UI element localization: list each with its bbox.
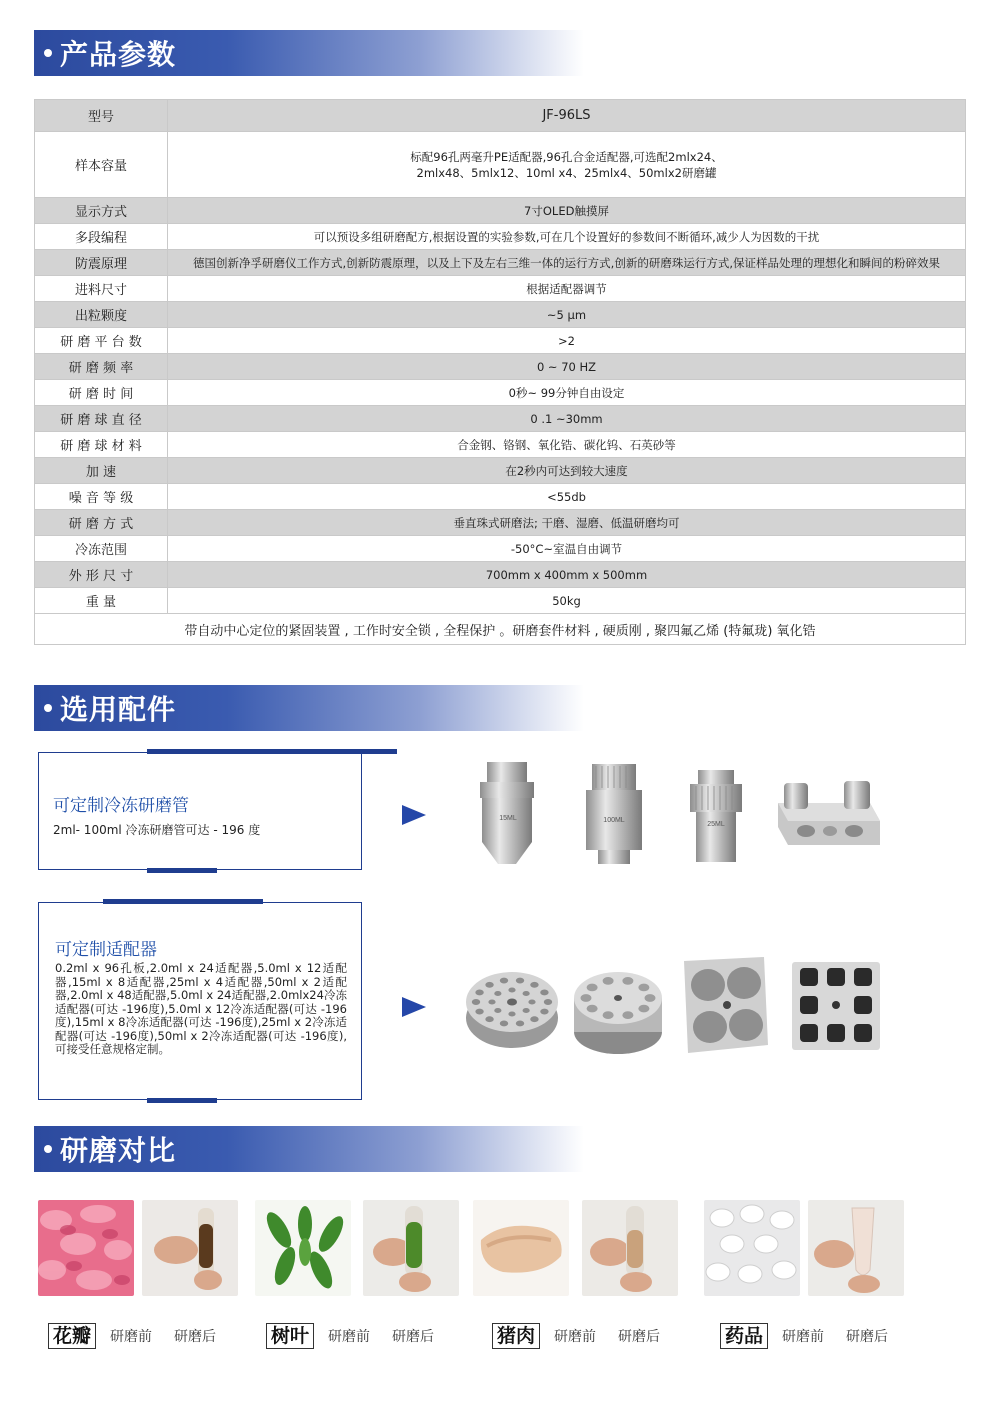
spec-value: 700mm x 400mm x 500mm [168, 562, 966, 588]
compare-label-medicine [720, 1323, 910, 1349]
product-tube-100ml [582, 762, 646, 866]
arrow-right-icon [402, 805, 426, 825]
spec-row [35, 302, 966, 328]
petal-after-image [142, 1200, 238, 1296]
medicine-after-image [808, 1200, 904, 1296]
arrow-right-icon [402, 997, 426, 1017]
spec-label: 型号 [35, 100, 168, 132]
spec-value: 标配96孔两毫升PE适配器,96孔合金适配器,可选配2mlx24、 2mlx48、5mlx12、10ml x4、25mlx4、50mlx2研磨罐 [168, 132, 966, 198]
spec-row [35, 562, 966, 588]
bullet-icon [44, 49, 52, 57]
spec-row [35, 198, 966, 224]
bullet-icon [44, 1145, 52, 1153]
spec-label: 外 形 尺 寸 [35, 562, 168, 588]
after-label: 研磨后 [392, 1329, 435, 1345]
spec-value: 合金钢、铬钢、氧化锆、碳化钨、石英砂等 [168, 432, 966, 458]
spec-row [35, 250, 966, 276]
pork-before-image [473, 1200, 569, 1296]
spec-label: 进料尺寸 [35, 276, 168, 302]
spec-label: 多段编程 [35, 224, 168, 250]
product-adapter-square-8 [790, 960, 882, 1052]
spec-row [35, 100, 966, 132]
spec-label: 冷冻范围 [35, 536, 168, 562]
compare-label-petal [48, 1323, 238, 1349]
product-adapter-round-flat [462, 960, 562, 1056]
spec-label: 研 磨 球 材 料 [35, 432, 168, 458]
compare-label-pork [492, 1323, 682, 1349]
spec-label: 样本容量 [35, 132, 168, 198]
spec-value: 7寸OLED触摸屏 [168, 198, 966, 224]
after-label: 研磨后 [618, 1329, 661, 1345]
spec-label: 研 磨 方 式 [35, 510, 168, 536]
card-description: 2ml- 100ml 冷冻研磨管可达 - 196 度 [53, 823, 261, 837]
spec-label: 防震原理 [35, 250, 168, 276]
card-title: 可定制适配器 [55, 940, 157, 960]
spec-row [35, 458, 966, 484]
sample-name: 树叶 [266, 1323, 314, 1349]
spec-row [35, 406, 966, 432]
spec-row [35, 380, 966, 406]
petal-before-image [38, 1200, 134, 1296]
sample-name: 花瓣 [48, 1323, 96, 1349]
spec-row [35, 484, 966, 510]
spec-value: 50kg [168, 588, 966, 614]
spec-value: 在2秒内可达到较大速度 [168, 458, 966, 484]
section-header-compare [34, 1126, 584, 1172]
spec-row [35, 132, 966, 198]
section-header-params [34, 30, 584, 76]
spec-label: 显示方式 [35, 198, 168, 224]
before-label: 研磨前 [782, 1329, 825, 1345]
spec-table [34, 99, 966, 645]
spec-row [35, 510, 966, 536]
spec-label: 研 磨 平 台 数 [35, 328, 168, 354]
spec-label: 研 磨 频 率 [35, 354, 168, 380]
spec-value: 0 .1 ~30mm [168, 406, 966, 432]
spec-value: 可以预设多组研磨配方,根据设置的实验参数,可在几个设置好的参数间不断循环,减少人为因数的干扰 [168, 224, 966, 250]
spec-row [35, 432, 966, 458]
spec-row [35, 354, 966, 380]
product-adapter-round-tall [568, 958, 668, 1058]
before-label: 研磨前 [554, 1329, 597, 1345]
spec-label: 加 速 [35, 458, 168, 484]
bullet-icon [44, 704, 52, 712]
product-adapter-square-4 [680, 955, 772, 1057]
leaf-before-image [255, 1200, 351, 1296]
accessory-card-adapters [38, 902, 362, 1100]
spec-row [35, 328, 966, 354]
spec-value: 0秒~ 99分钟自由设定 [168, 380, 966, 406]
section-title: 选用配件 [60, 693, 177, 726]
section-title: 产品参数 [60, 38, 177, 71]
section-title: 研磨对比 [60, 1134, 177, 1167]
spec-row [35, 588, 966, 614]
medicine-before-image [704, 1200, 800, 1296]
spec-value: ~5 µm [168, 302, 966, 328]
spec-label: 出粒颗度 [35, 302, 168, 328]
sample-name: 猪肉 [492, 1323, 540, 1349]
sample-name: 药品 [720, 1323, 768, 1349]
spec-footer-row [35, 614, 966, 645]
spec-label: 研 磨 时 间 [35, 380, 168, 406]
spec-value: JF-96LS [168, 100, 966, 132]
spec-row [35, 224, 966, 250]
spec-value: >2 [168, 328, 966, 354]
accessory-card-tubes [38, 752, 362, 870]
tube-label: 25ML [707, 821, 725, 828]
card-description: 0.2ml x 96孔板,2.0ml x 24适配器,5.0ml x 12适配器,15ml x 8适配器,25ml x 4适配器,50ml x 2适配器,2.0ml x 48适配器,5.0ml x 24适配器,2.0mlx24冷冻适配器(可达 -196度),5.0ml x 12冷冻适配器(可达 -196度),15ml x 8冷冻适配器(可达 -196度),25ml x 2冷冻适配器(可达 -196度),50ml x 2冷冻适配器(可达 -196度),可接受任意规格定制。 [55, 961, 347, 1056]
spec-value: 根据适配器调节 [168, 276, 966, 302]
spec-label: 研 磨 球 直 径 [35, 406, 168, 432]
before-label: 研磨前 [110, 1329, 153, 1345]
spec-value: 垂直珠式研磨法; 干磨、湿磨、低温研磨均可 [168, 510, 966, 536]
spec-value: -50°C~室温自由调节 [168, 536, 966, 562]
spec-row [35, 536, 966, 562]
compare-label-leaf [266, 1323, 456, 1349]
tube-label: 100ML [603, 817, 625, 824]
spec-label: 噪 音 等 级 [35, 484, 168, 510]
spec-value: 0 ~ 70 HZ [168, 354, 966, 380]
pork-after-image [582, 1200, 678, 1296]
product-tube-15ml [472, 760, 542, 870]
card-title: 可定制冷冻研磨管 [53, 796, 189, 816]
leaf-after-image [363, 1200, 459, 1296]
tube-label: 15ML [499, 815, 517, 822]
product-tube-holder-block [776, 775, 882, 847]
product-tube-25ml [686, 768, 746, 866]
after-label: 研磨后 [174, 1329, 217, 1345]
spec-label: 重 量 [35, 588, 168, 614]
section-header-accessories [34, 685, 584, 731]
after-label: 研磨后 [846, 1329, 889, 1345]
spec-value: 德国创新净孚研磨仪工作方式,创新防震原理，以及上下及左右三维一体的运行方式,创新的研磨珠运行方式,保证样品处理的理想化和瞬间的粉碎效果 [168, 250, 966, 276]
spec-value: <55db [168, 484, 966, 510]
before-label: 研磨前 [328, 1329, 371, 1345]
spec-row [35, 276, 966, 302]
spec-footer-note: 带自动中心定位的紧固装置 , 工作时安全锁 , 全程保护 。研磨套件材料 , 硬质刚 , 聚四氟乙烯 (特氟珑) 氧化锆 [35, 614, 966, 645]
